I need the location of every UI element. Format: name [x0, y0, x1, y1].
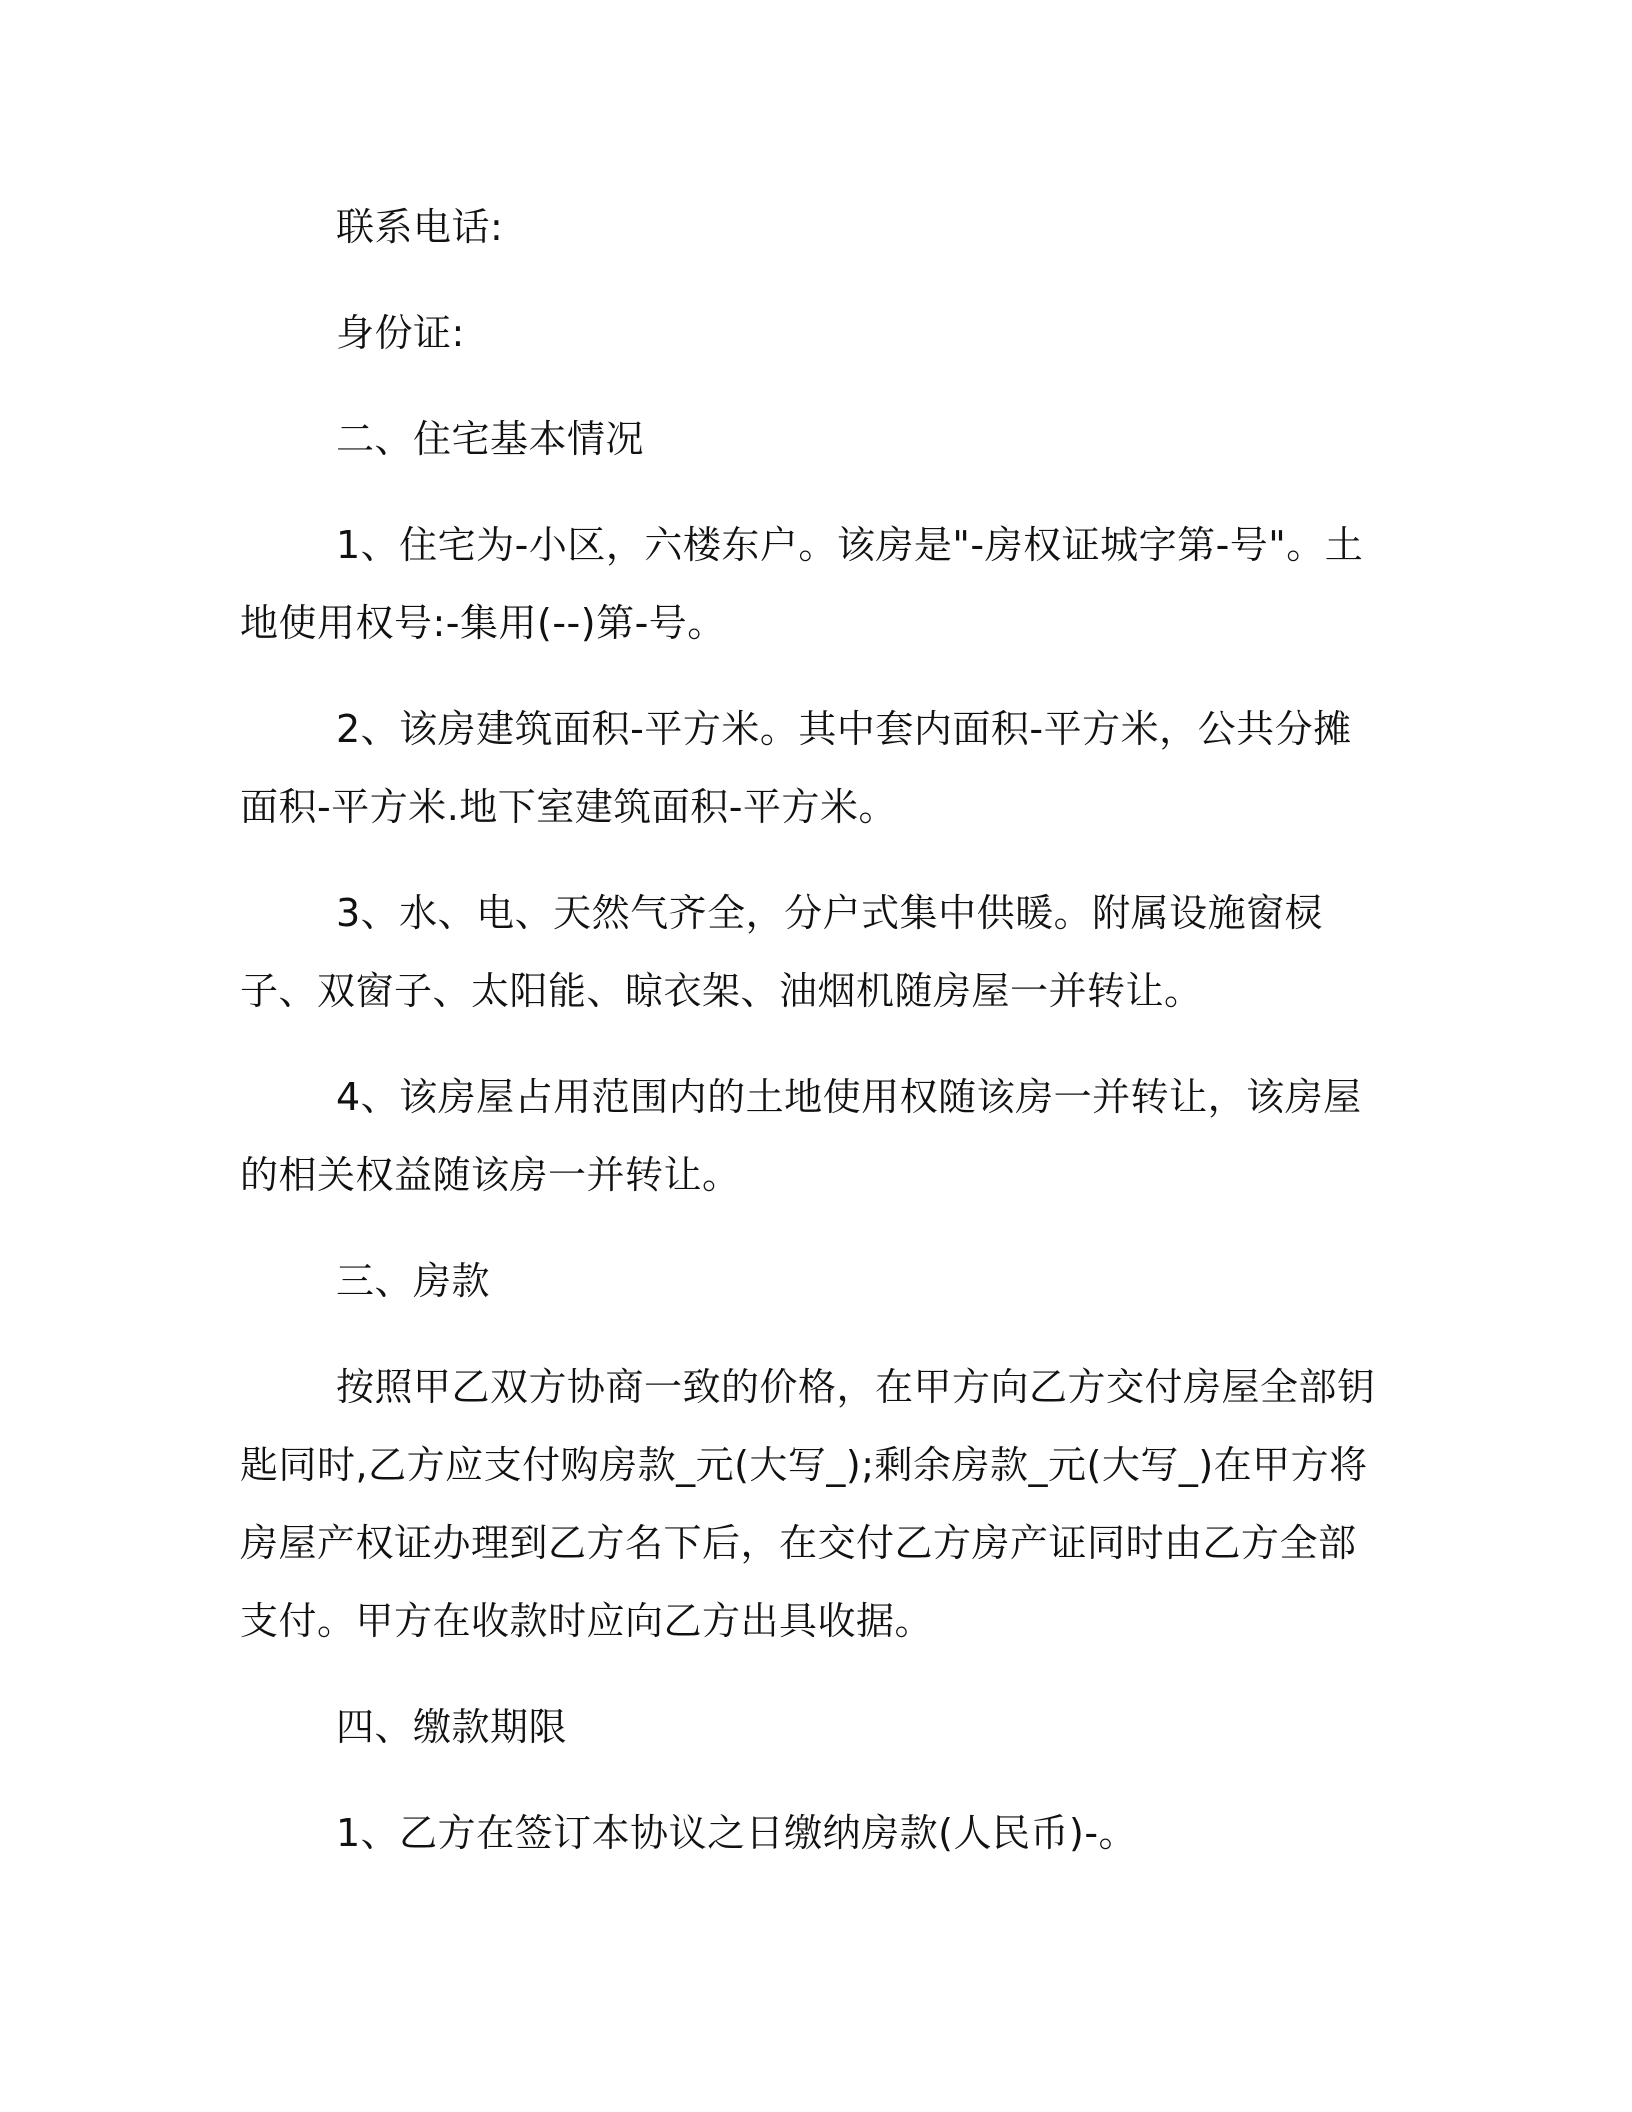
id-card-line: 身份证:	[336, 311, 465, 355]
paragraph-2-2: 2、该房建筑面积-平方米。其中套内面积-平方米，公共分摊面积-平方米.地下室建筑面积-平方米。	[240, 707, 1352, 829]
section-heading-4: 四、缴款期限	[336, 1705, 568, 1749]
section-heading-2: 二、住宅基本情况	[336, 417, 645, 461]
contact-phone-line: 联系电话:	[336, 205, 504, 249]
document-body	[240, 188, 1380, 1900]
paragraph-4-1: 1、乙方在签订本协议之日缴纳房款(人民币)-。	[336, 1811, 1138, 1855]
paragraph-2-1: 1、住宅为-小区，六楼东户。该房是"-房权证城字第-号"。土地使用权号:-集用(--)第-号。	[240, 523, 1364, 645]
section-heading-3: 三、房款	[336, 1259, 491, 1303]
paragraph-3-body: 按照甲乙双方协商一致的价格，在甲方向乙方交付房屋全部钥匙同时,乙方应支付购房款_元(大写_);剩余房款_元(大写_)在甲方将房屋产权证办理到乙方名下后，在交付乙方房产证同时由乙方全部支付。甲方在收款时应向乙方出具收据。	[240, 1365, 1376, 1643]
paragraph-2-4: 4、该房屋占用范围内的土地使用权随该房一并转让，该房屋的相关权益随该房一并转让。	[240, 1075, 1362, 1197]
paragraph-2-3: 3、水、电、天然气齐全，分户式集中供暖。附属设施窗棂子、双窗子、太阳能、晾衣架、油烟机随房屋一并转让。	[240, 891, 1324, 1013]
